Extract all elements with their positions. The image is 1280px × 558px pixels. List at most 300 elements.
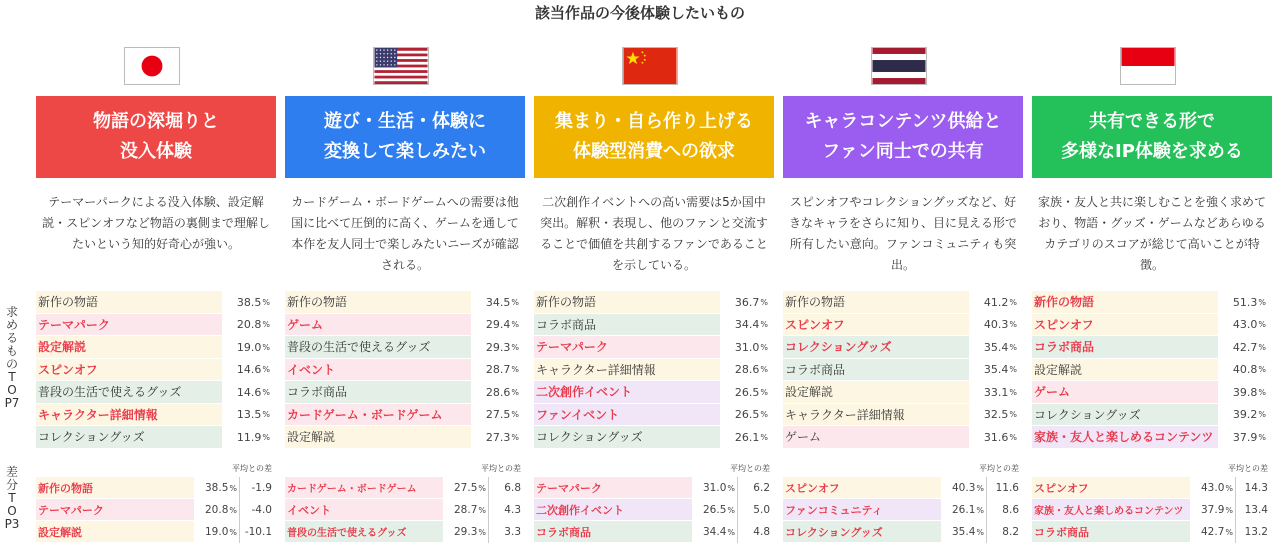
percent-value: 29.3: [485, 340, 511, 354]
item-percent: [222, 359, 276, 382]
table-row: [285, 314, 525, 337]
percent-unit: %: [1009, 432, 1017, 442]
table-row: [534, 336, 774, 359]
item-name: 設定解説: [285, 426, 471, 449]
item-percent: [222, 426, 276, 449]
item-name: 普段の生活で使えるグッズ: [285, 336, 471, 359]
top7-table: [534, 291, 774, 449]
percent-unit: %: [511, 342, 519, 352]
item-percent: [969, 314, 1023, 337]
item-name: カードゲーム・ボードゲーム: [285, 404, 471, 427]
item-percent: [1218, 404, 1272, 427]
percent-unit: %: [478, 505, 486, 515]
item-percent: [941, 499, 987, 521]
item-percent: [471, 381, 525, 404]
item-name: ゲーム: [285, 314, 471, 337]
percent-unit: %: [760, 365, 768, 375]
table-row: [285, 336, 525, 359]
theme-banner: 共有できる形で 多様なIP体験を求める: [1032, 96, 1272, 178]
table-row: [285, 381, 525, 404]
item-name: コラボ商品: [1032, 336, 1218, 359]
item-name: 新作の物語: [36, 291, 222, 314]
table-row: [1032, 521, 1272, 543]
percent-value: 38.5: [205, 482, 229, 494]
item-name: 新作の物語: [285, 291, 471, 314]
item-percent: [969, 291, 1023, 314]
diff-table: [534, 463, 774, 543]
table-row: [36, 291, 276, 314]
item-percent: [443, 477, 489, 499]
country-column: [1032, 0, 1272, 558]
percent-value: 28.7: [454, 504, 478, 516]
item-name: スピンオフ: [783, 477, 941, 499]
item-percent: [1218, 359, 1272, 382]
table-row: [783, 381, 1023, 404]
table-row: [534, 359, 774, 382]
item-name: 普段の生活で使えるグッズ: [36, 381, 222, 404]
item-percent: [720, 381, 774, 404]
diff-table: [783, 463, 1023, 543]
item-percent: [1218, 336, 1272, 359]
percent-unit: %: [262, 387, 270, 397]
percent-unit: %: [760, 342, 768, 352]
percent-unit: %: [760, 297, 768, 307]
percent-value: 37.9: [1232, 430, 1258, 444]
table-row: [285, 499, 525, 521]
diff-value: 11.6: [995, 482, 1019, 494]
item-percent: [692, 477, 738, 499]
diff-header: 平均との差: [979, 464, 1019, 473]
item-percent: [720, 404, 774, 427]
diff-value: -1.9: [251, 482, 272, 494]
item-percent: [720, 314, 774, 337]
percent-unit: %: [229, 505, 237, 515]
percent-unit: %: [478, 483, 486, 493]
item-percent: [720, 291, 774, 314]
percent-value: 39.8: [1232, 385, 1258, 399]
item-name: イベント: [285, 359, 471, 382]
percent-unit: %: [760, 432, 768, 442]
percent-value: 13.5: [236, 408, 262, 422]
percent-value: 43.0: [1201, 482, 1225, 494]
item-name: 二次創作イベント: [534, 499, 692, 521]
item-percent: [720, 336, 774, 359]
item-percent: [222, 381, 276, 404]
item-name: キャラクター詳細情報: [783, 404, 969, 427]
item-name: コラボ商品: [534, 314, 720, 337]
percent-unit: %: [1258, 432, 1266, 442]
diff-value: 14.3: [1244, 482, 1268, 494]
diff-header: 平均との差: [232, 464, 272, 473]
percent-unit: %: [1225, 483, 1233, 493]
table-row: [1032, 499, 1272, 521]
table-row: [1032, 404, 1272, 427]
percent-value: 11.9: [236, 430, 262, 444]
top7-table: [36, 291, 276, 449]
percent-unit: %: [511, 387, 519, 397]
diff-value: 8.2: [1002, 526, 1019, 538]
percent-unit: %: [1225, 505, 1233, 515]
percent-unit: %: [1009, 320, 1017, 330]
table-row: [783, 404, 1023, 427]
table-row: [285, 291, 525, 314]
item-name: テーマパーク: [534, 336, 720, 359]
percent-value: 35.4: [983, 363, 1009, 377]
item-name: コレクショングッズ: [783, 521, 941, 543]
item-name: 二次創作イベント: [534, 381, 720, 404]
percent-value: 40.3: [952, 482, 976, 494]
item-name: テーマパーク: [534, 477, 692, 499]
percent-unit: %: [727, 483, 735, 493]
diff-header: 平均との差: [730, 464, 770, 473]
item-percent: [194, 499, 240, 521]
item-name: スピンオフ: [1032, 477, 1190, 499]
percent-unit: %: [511, 432, 519, 442]
percent-unit: %: [1258, 320, 1266, 330]
top7-table: [1032, 291, 1272, 449]
percent-value: 38.5: [236, 295, 262, 309]
country-column: [534, 0, 774, 558]
theme-banner: 物語の深堀りと 没入体験: [36, 96, 276, 178]
country-column: [285, 0, 525, 558]
percent-unit: %: [1009, 297, 1017, 307]
table-row: [36, 499, 276, 521]
percent-unit: %: [262, 297, 270, 307]
table-row: [1032, 359, 1272, 382]
country-column: [783, 0, 1023, 558]
table-row: [285, 359, 525, 382]
item-percent: [1218, 381, 1272, 404]
percent-unit: %: [229, 527, 237, 537]
item-name: 新作の物語: [1032, 291, 1218, 314]
table-row: [36, 477, 276, 499]
percent-unit: %: [760, 410, 768, 420]
item-percent: [969, 336, 1023, 359]
item-percent: [443, 499, 489, 521]
item-percent: [1218, 314, 1272, 337]
percent-value: 42.7: [1201, 526, 1225, 538]
item-percent: [692, 521, 738, 543]
percent-unit: %: [229, 483, 237, 493]
percent-unit: %: [760, 320, 768, 330]
item-percent: [443, 521, 489, 543]
item-percent: [1218, 291, 1272, 314]
percent-value: 14.6: [236, 363, 262, 377]
percent-value: 42.7: [1232, 340, 1258, 354]
percent-value: 43.0: [1232, 318, 1258, 332]
item-name: 新作の物語: [534, 291, 720, 314]
percent-unit: %: [1009, 342, 1017, 352]
percent-unit: %: [1258, 365, 1266, 375]
diff-value: -4.0: [251, 504, 272, 516]
item-name: 家族・友人と楽しめるコンテンツ: [1032, 499, 1190, 521]
top7-table: [783, 291, 1023, 449]
item-name: 設定解説: [36, 521, 194, 543]
percent-value: 36.7: [734, 295, 760, 309]
theme-description: スピンオフやコレクショングッズなど、好きなキャラをさらに知り、目に見える形で所有したい意向。ファンコミュニティも突出。: [789, 195, 1018, 272]
percent-value: 20.8: [236, 318, 262, 332]
diff-value: 3.3: [504, 526, 521, 538]
percent-value: 28.6: [485, 385, 511, 399]
percent-value: 27.5: [485, 408, 511, 422]
item-name: キャラクター詳細情報: [36, 404, 222, 427]
item-percent: [941, 521, 987, 543]
table-row: [1032, 291, 1272, 314]
table-row: [534, 381, 774, 404]
table-row: [1032, 314, 1272, 337]
percent-value: 35.4: [983, 340, 1009, 354]
percent-value: 26.5: [734, 408, 760, 422]
percent-unit: %: [1258, 410, 1266, 420]
diff-header: 平均との差: [1228, 464, 1268, 473]
item-name: コラボ商品: [534, 521, 692, 543]
theme-description: テーマーパークによる没入体験、設定解説・スピンオフなど物語の裏側まで理解したいという知的好奇心が強い。: [42, 195, 270, 251]
percent-value: 40.3: [983, 318, 1009, 332]
item-percent: [1190, 499, 1236, 521]
diff-value: 13.4: [1244, 504, 1268, 516]
percent-unit: %: [262, 365, 270, 375]
item-percent: [222, 291, 276, 314]
diff-value: 6.8: [504, 482, 521, 494]
percent-value: 28.6: [734, 363, 760, 377]
table-row: [1032, 426, 1272, 449]
table-row: [1032, 477, 1272, 499]
diff-table: [285, 463, 525, 543]
item-percent: [194, 477, 240, 499]
table-row: [285, 426, 525, 449]
item-name: スピンオフ: [783, 314, 969, 337]
percent-value: 32.5: [983, 408, 1009, 422]
percent-value: 29.3: [454, 526, 478, 538]
thailand-flag-icon: [871, 47, 927, 85]
percent-unit: %: [1258, 342, 1266, 352]
percent-value: 37.9: [1201, 504, 1225, 516]
percent-value: 26.1: [734, 430, 760, 444]
percent-value: 28.7: [485, 363, 511, 377]
item-name: カードゲーム・ボードゲーム: [285, 477, 443, 499]
top7-table: [285, 291, 525, 449]
table-row: [36, 381, 276, 404]
table-row: [1032, 381, 1272, 404]
table-row: [783, 521, 1023, 543]
item-percent: [720, 359, 774, 382]
item-percent: [471, 291, 525, 314]
item-name: テーマパーク: [36, 499, 194, 521]
item-name: スピンオフ: [1032, 314, 1218, 337]
theme-description: 二次創作イベントへの高い需要は5か国中突出。解釈・表現し、他のファンと交流することで価値を共創するファンであることを示している。: [540, 195, 768, 272]
percent-value: 14.6: [236, 385, 262, 399]
percent-value: 41.2: [983, 295, 1009, 309]
percent-unit: %: [1009, 410, 1017, 420]
item-name: 設定解説: [36, 336, 222, 359]
item-name: コレクショングッズ: [36, 426, 222, 449]
table-row: [534, 477, 774, 499]
percent-unit: %: [511, 365, 519, 375]
item-name: 家族・友人と楽しめるコンテンツ: [1032, 426, 1218, 449]
percent-unit: %: [511, 320, 519, 330]
percent-value: 33.1: [983, 385, 1009, 399]
table-row: [534, 426, 774, 449]
percent-unit: %: [976, 527, 984, 537]
item-name: コラボ商品: [783, 359, 969, 382]
percent-unit: %: [1009, 387, 1017, 397]
item-percent: [471, 359, 525, 382]
diff-table: [1032, 463, 1272, 543]
theme-description: 家族・友人と共に楽しむことを強く求めており、物語・グッズ・ゲームなどあらゆるカテゴリのスコアが総じて高いことが特徴。: [1038, 195, 1267, 272]
item-name: 新作の物語: [36, 477, 194, 499]
percent-value: 51.3: [1232, 295, 1258, 309]
item-percent: [969, 404, 1023, 427]
table-row: [36, 359, 276, 382]
table-row: [1032, 336, 1272, 359]
item-percent: [720, 426, 774, 449]
percent-value: 34.4: [703, 526, 727, 538]
item-percent: [969, 426, 1023, 449]
item-name: イベント: [285, 499, 443, 521]
percent-value: 27.3: [485, 430, 511, 444]
item-percent: [1190, 477, 1236, 499]
table-row: [36, 426, 276, 449]
item-percent: [692, 499, 738, 521]
percent-value: 31.0: [703, 482, 727, 494]
item-percent: [1218, 426, 1272, 449]
table-row: [534, 521, 774, 543]
percent-value: 26.1: [952, 504, 976, 516]
percent-value: 27.5: [454, 482, 478, 494]
country-column: [36, 0, 276, 558]
japan-flag-icon: [124, 47, 180, 85]
item-percent: [222, 404, 276, 427]
item-name: ゲーム: [783, 426, 969, 449]
percent-unit: %: [976, 483, 984, 493]
percent-value: 26.5: [734, 385, 760, 399]
table-row: [783, 499, 1023, 521]
percent-unit: %: [262, 320, 270, 330]
item-percent: [471, 314, 525, 337]
diff-value: 5.0: [753, 504, 770, 516]
side-label-diff: 差分TOP3: [4, 465, 20, 531]
item-percent: [222, 336, 276, 359]
item-percent: [194, 521, 240, 543]
item-name: スピンオフ: [36, 359, 222, 382]
item-name: 設定解説: [783, 381, 969, 404]
diff-header: 平均との差: [481, 464, 521, 473]
percent-value: 31.6: [983, 430, 1009, 444]
percent-unit: %: [1258, 297, 1266, 307]
table-row: [285, 521, 525, 543]
percent-value: 19.0: [205, 526, 229, 538]
item-percent: [969, 381, 1023, 404]
usa-flag-icon: [373, 47, 429, 85]
percent-unit: %: [727, 527, 735, 537]
item-name: キャラクター詳細情報: [534, 359, 720, 382]
percent-value: 34.5: [485, 295, 511, 309]
table-row: [783, 359, 1023, 382]
table-row: [285, 404, 525, 427]
item-percent: [941, 477, 987, 499]
percent-value: 20.8: [205, 504, 229, 516]
percent-unit: %: [1258, 387, 1266, 397]
percent-value: 34.4: [734, 318, 760, 332]
percent-unit: %: [262, 410, 270, 420]
item-name: ファンイベント: [534, 404, 720, 427]
table-row: [285, 477, 525, 499]
table-row: [534, 499, 774, 521]
item-name: テーマパーク: [36, 314, 222, 337]
diff-value: 8.6: [1002, 504, 1019, 516]
table-row: [534, 314, 774, 337]
percent-value: 35.4: [952, 526, 976, 538]
theme-banner: 集まり・自ら作り上げる 体験型消費への欲求: [534, 96, 774, 178]
item-percent: [471, 404, 525, 427]
item-percent: [969, 359, 1023, 382]
item-percent: [471, 336, 525, 359]
item-name: 普段の生活で使えるグッズ: [285, 521, 443, 543]
table-row: [36, 521, 276, 543]
table-row: [534, 291, 774, 314]
percent-unit: %: [511, 410, 519, 420]
percent-unit: %: [262, 342, 270, 352]
table-row: [534, 404, 774, 427]
percent-unit: %: [760, 387, 768, 397]
diff-value: -10.1: [244, 526, 272, 538]
diff-value: 6.2: [753, 482, 770, 494]
diff-value: 4.8: [753, 526, 770, 538]
page-title: 該当作品の今後体験したいもの: [534, 4, 745, 22]
item-name: コレクショングッズ: [534, 426, 720, 449]
indonesia-flag-icon: [1120, 47, 1176, 85]
percent-value: 29.4: [485, 318, 511, 332]
item-name: ファンコミュニティ: [783, 499, 941, 521]
percent-value: 39.2: [1232, 408, 1258, 422]
item-name: 新作の物語: [783, 291, 969, 314]
item-percent: [222, 314, 276, 337]
item-name: 設定解説: [1032, 359, 1218, 382]
item-name: コレクショングッズ: [783, 336, 969, 359]
percent-value: 40.8: [1232, 363, 1258, 377]
item-percent: [471, 426, 525, 449]
percent-unit: %: [511, 297, 519, 307]
table-row: [36, 314, 276, 337]
table-row: [36, 404, 276, 427]
table-row: [783, 426, 1023, 449]
percent-unit: %: [1009, 365, 1017, 375]
theme-banner: キャラコンテンツ供給と ファン同士での共有: [783, 96, 1023, 178]
item-name: コラボ商品: [285, 381, 471, 404]
percent-value: 31.0: [734, 340, 760, 354]
table-row: [783, 336, 1023, 359]
diff-table: [36, 463, 276, 543]
diff-value: 13.2: [1244, 526, 1268, 538]
table-row: [36, 336, 276, 359]
item-name: ゲーム: [1032, 381, 1218, 404]
china-flag-icon: [622, 47, 678, 85]
percent-unit: %: [478, 527, 486, 537]
item-name: コレクショングッズ: [1032, 404, 1218, 427]
diff-value: 4.3: [504, 504, 521, 516]
item-name: コラボ商品: [1032, 521, 1190, 543]
percent-unit: %: [262, 432, 270, 442]
theme-description: カードゲーム・ボードゲームへの需要は他国に比べて圧倒的に高く、ゲームを通して本作を友人同士で楽しみたいニーズが確認される。: [291, 195, 519, 272]
theme-banner: 遊び・生活・体験に 変換して楽しみたい: [285, 96, 525, 178]
table-row: [783, 291, 1023, 314]
percent-unit: %: [976, 505, 984, 515]
percent-unit: %: [1225, 527, 1233, 537]
table-row: [783, 477, 1023, 499]
item-percent: [1190, 521, 1236, 543]
percent-unit: %: [727, 505, 735, 515]
percent-value: 26.5: [703, 504, 727, 516]
